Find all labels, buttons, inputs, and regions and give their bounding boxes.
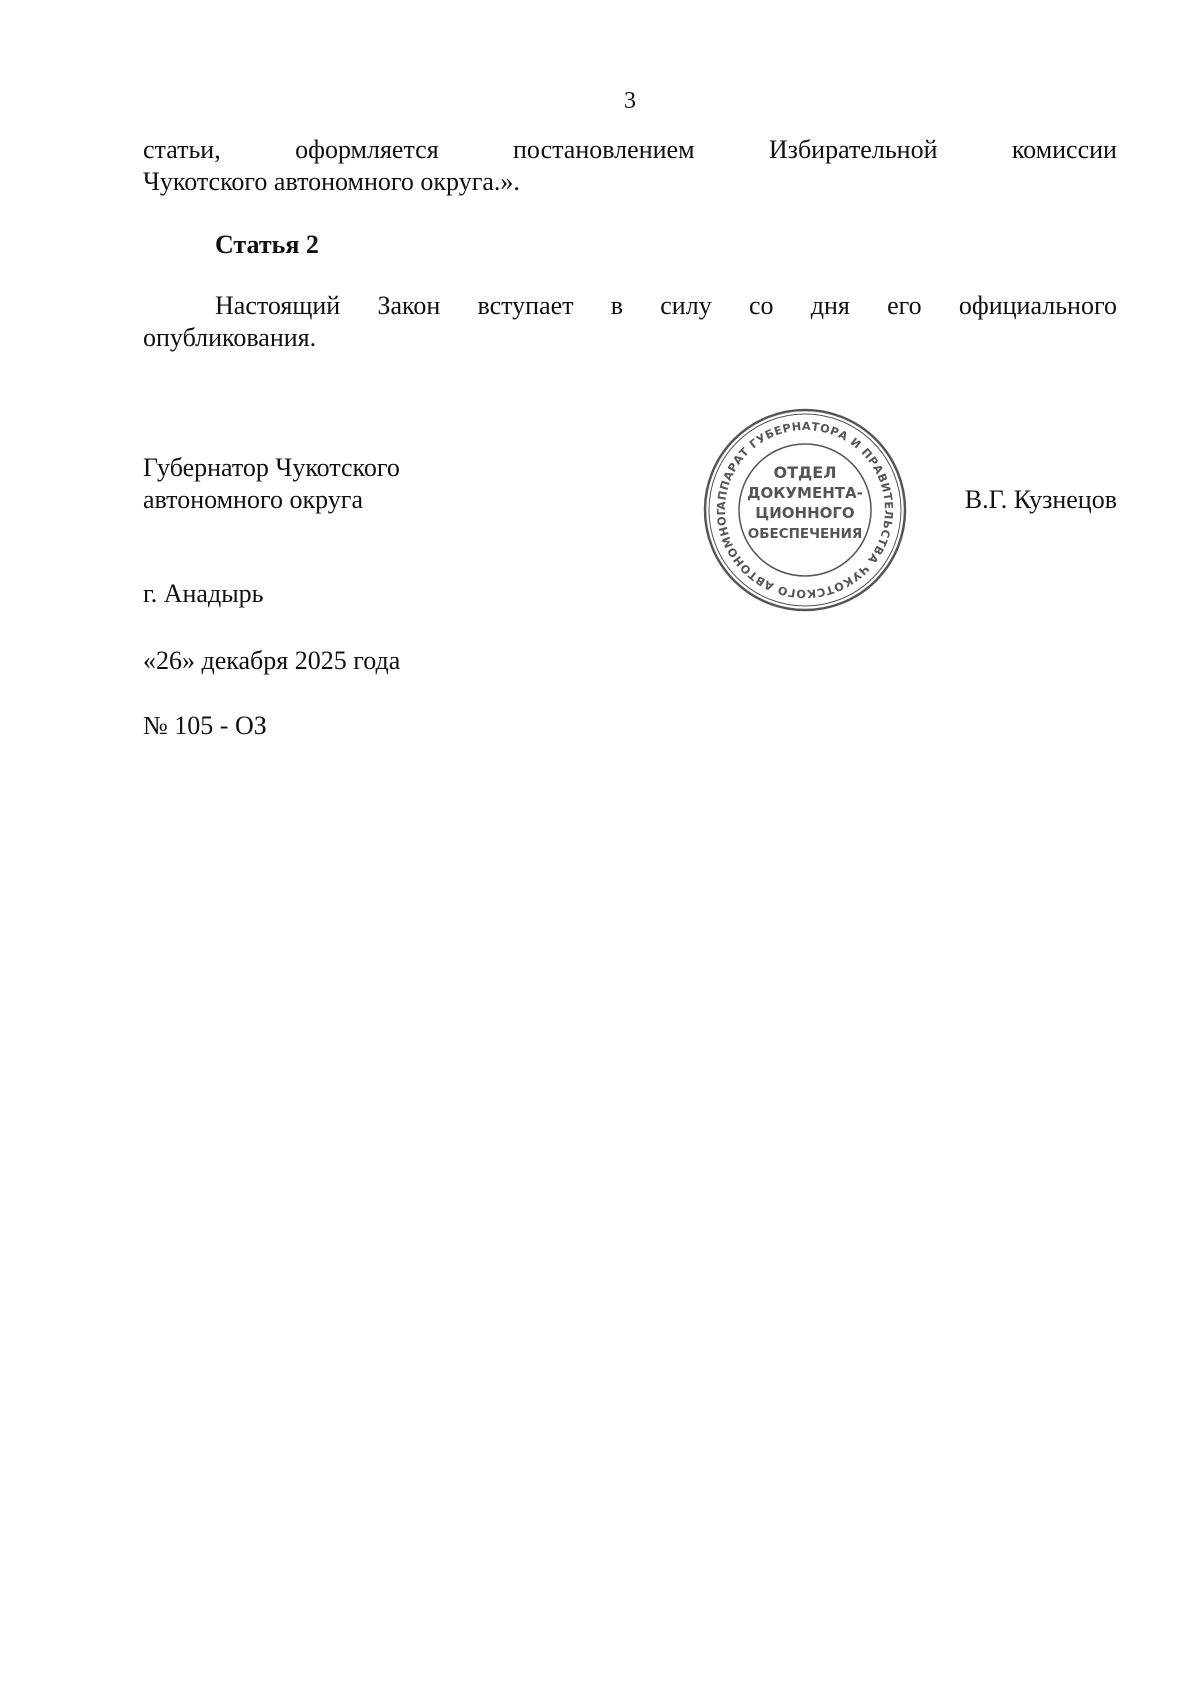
word: Закон [377, 291, 441, 320]
stamp-seal-icon [700, 405, 910, 615]
word: его [887, 291, 922, 320]
date: «26» декабря 2025 года [143, 646, 401, 675]
city: г. Анадырь [143, 579, 264, 608]
article-heading: Статья 2 [215, 230, 319, 259]
word: дня [810, 291, 850, 320]
word: вступает [477, 291, 574, 320]
law-number: № 105 - ОЗ [143, 711, 267, 740]
word: постановлением [513, 135, 695, 164]
paragraph-1-line-1 [143, 134, 1117, 166]
signature-position-line-1: Губернатор Чукотского [143, 453, 400, 482]
paragraph-1-line-2: Чукотского автономного округа.». [143, 167, 520, 196]
word: в [610, 291, 624, 320]
word: со [748, 291, 774, 320]
word: комиссии [1011, 135, 1117, 164]
signatory-name: В.Г. Кузнецов [964, 485, 1117, 514]
stamp-ring-text: АППАРАТ ГУБЕРНАТОРА И ПРАВИТЕЛЬСТВА ЧУКОТСКОГО АВТОНОМНОГ [714, 419, 896, 601]
stamp-center-line-2: ДОКУМЕНТА- [747, 484, 863, 502]
official-stamp [700, 405, 910, 615]
word: силу [660, 291, 712, 320]
word: Настоящий [215, 291, 341, 320]
word: официального [958, 291, 1117, 320]
stamp-center-line-3: ЦИОННОГО [755, 504, 855, 522]
page-number: 3 [624, 88, 636, 114]
paragraph-2-line-2: опубликования. [143, 323, 317, 352]
word: статьи, [143, 135, 221, 164]
paragraph-2-line-1 [215, 290, 1117, 322]
word: оформляется [295, 135, 439, 164]
stamp-center-line-1: ОТДЕЛ [773, 463, 837, 482]
signature-position-line-2: автономного округа [143, 485, 363, 514]
word: Избирательной [768, 135, 938, 164]
stamp-center-line-4: ОБЕСПЕЧЕНИЯ [747, 526, 863, 542]
